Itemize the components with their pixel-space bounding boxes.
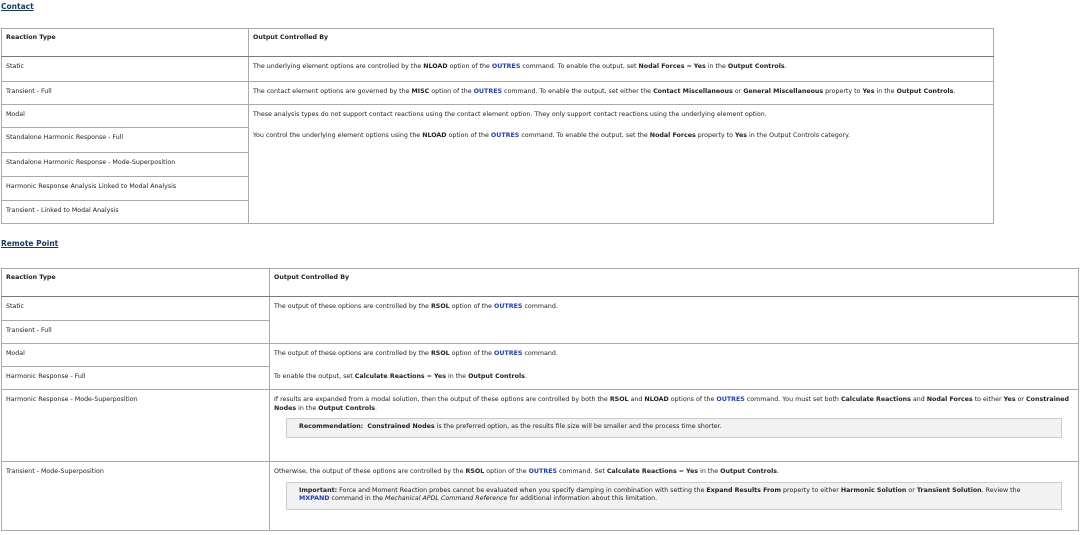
remote-desc-modal: The output of these options are controlled by the RSOL option of the OUTRES command. To enable the output, set Calculate Reactions = Yes in the Output Controls. — [270, 344, 1079, 390]
table-row: Transient - Full — [2, 321, 270, 344]
table-row: Standalone Harmonic Response - Mode-Superposition — [2, 153, 249, 177]
contact-table — [1, 28, 994, 224]
table-row: Harmonic Response - Mode-Superposition — [2, 390, 270, 462]
remote-header-type: Reaction Type — [2, 269, 270, 297]
contact-desc-unsupported: These analysis types do not support contact reactions using the contact element option. They only support contact reactions using the underlying element option. You control the underlying element options using the NLOAD option of the OUTRES command. To enable the output, set the Nodal Forces property to Yes in the Output Controls category. — [249, 105, 994, 224]
table-row: Standalone Harmonic Response - Full — [2, 128, 249, 153]
contact-heading: Contact — [1, 2, 34, 11]
remote-desc-transient-msup: Otherwise, the output of these options are controlled by the RSOL option of the OUTRES command. Set Calculate Reactions = Yes in the Output Controls. Important: Force and Moment Reaction probes cannot be evaluated when you specify damping in combination with setting the Expand Results From property to either Harmonic Solution or Transient Solution. Review the MXPAND command in the Mechanical APDL Command Reference for additional information about this limitation. — [270, 462, 1079, 531]
table-row: Transient - Mode-Superposition — [2, 462, 270, 531]
contact-header-type: Reaction Type — [2, 29, 249, 57]
remote-header-output: Output Controlled By — [270, 269, 1079, 297]
recommendation-note: Recommendation: Constrained Nodes is the preferred option, as the results file size will be smaller and the process time shorter. — [286, 418, 1062, 438]
remote-point-table — [1, 268, 1079, 531]
table-row: Harmonic Response - Full — [2, 367, 270, 390]
contact-desc-contact-element: The contact element options are governed by the MISC option of the OUTRES command. To enable the output, set either the Contact Miscellaneous or General Miscellaneous property to Yes in the Output Controls. — [249, 82, 994, 105]
important-note: Important: Force and Moment Reaction probes cannot be evaluated when you specify damping in combination with setting the Expand Results From property to either Harmonic Solution or Transient Solution. Review the MXPAND command in the Mechanical APDL Command Reference for additional information about this limitation. — [286, 482, 1062, 510]
mxpand-link[interactable]: MXPAND — [299, 495, 330, 502]
contact-header-output: Output Controlled By — [249, 29, 994, 57]
table-row: Harmonic Response Analysis Linked to Modal Analysis — [2, 177, 249, 201]
remote-point-heading: Remote Point — [1, 239, 59, 248]
table-row: Transient - Linked to Modal Analysis — [2, 201, 249, 224]
remote-desc-static: The output of these options are controlled by the RSOL option of the OUTRES command. — [270, 297, 1079, 344]
table-row: Modal — [2, 344, 270, 367]
table-row: Modal — [2, 105, 249, 128]
table-row: Static — [2, 297, 270, 321]
contact-desc-underlying: The underlying element options are controlled by the NLOAD option of the OUTRES command. To enable the output, set Nodal Forces = Yes in the Output Controls. — [249, 57, 994, 82]
table-row: Transient - Full — [2, 82, 249, 105]
table-row: Static — [2, 57, 249, 82]
remote-desc-msup: If results are expanded from a modal solution, then the output of these options are controlled by both the RSOL and NLOAD options of the OUTRES command. You must set both Calculate Reactions and Nodal Forces to either Yes or Constrained Nodes in the Output Controls. Recommendation: Constrained Nodes is the preferred option, as the results file size will be smaller and the process time shorter. — [270, 390, 1079, 462]
